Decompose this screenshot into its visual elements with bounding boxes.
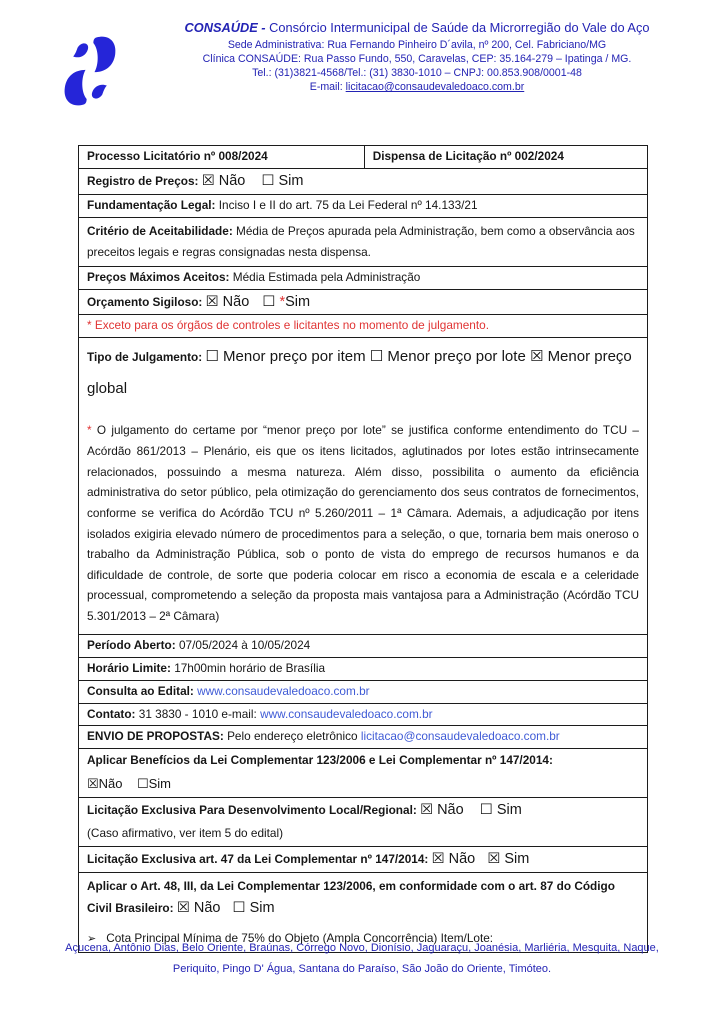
org-phones: Tel.: (31)3821-4568/Tel.: (31) 3830-1010 – CNPJ: 00.853.908/0001-48 xyxy=(252,67,582,80)
org-name: CONSAÚDE - xyxy=(184,20,266,35)
cities-line-1: Açucena, Antônio Dias, Belo Oriente, Braúnas, Córrego Novo, Dionísio, Jaguaraçu, Joanésia, Marliéria, Mesquita, Naque, xyxy=(65,942,659,954)
envio-label: ENVIO DE PROPOSTAS: xyxy=(87,729,224,744)
sim-label: Sim xyxy=(285,293,311,310)
sim-asterisk: * xyxy=(279,293,286,310)
contato-label: Contato: xyxy=(87,706,136,721)
org-address-2: Clínica CONSAÚDE: Rua Passo Fundo, 550, Caravelas, CEP: 35.164-279 – Ipatinga / MG. xyxy=(202,53,632,66)
sigilo-exception-note: * Exceto para os órgãos de controles e licitantes no momento de julgamento. xyxy=(79,315,647,338)
procurement-table xyxy=(78,145,648,953)
letterhead-text xyxy=(122,18,712,110)
registro-precos-checkboxes: ☒ Não ☐ Sim xyxy=(201,172,304,189)
periodo-label: Período Aberto: xyxy=(87,637,176,652)
field-beneficios-lc123 xyxy=(79,749,647,797)
precos-maximos-label: Preços Máximos Aceitos: xyxy=(87,269,230,284)
cota-principal-text: Cota Principal Mínima de 75% do Objeto (Ampla Concorrência) Item/Lote: xyxy=(106,930,494,945)
field-licitacao-exclusiva-local xyxy=(79,798,647,848)
periodo-value: 07/05/2024 à 10/05/2024 xyxy=(178,637,311,652)
field-horario-limite xyxy=(79,658,647,681)
field-orcamento-sigiloso xyxy=(79,290,647,316)
field-licitacao-exclusiva-art47 xyxy=(79,847,647,873)
art48-label: Aplicar o Art. 48, III, da Lei Complementar 123/2006, em conformidade com o art. 87 do Código Civil Brasileiro: xyxy=(87,878,615,915)
consulta-edital-link[interactable]: www.consaudevaledoaco.com.br xyxy=(197,683,370,698)
art47-label: Licitação Exclusiva art. 47 da Lei Complementar nº 147/2014: xyxy=(87,852,429,867)
cities-line-2: Periquito, Pingo D' Água, Santana do Paraíso, São João do Oriente, Timóteo. xyxy=(172,963,552,976)
art47-checkboxes: ☒ Não ☒ Sim xyxy=(431,851,530,868)
org-title xyxy=(122,20,712,35)
field-envio-propostas xyxy=(79,726,647,749)
org-title-rest: Consórcio Intermunicipal de Saúde da Microrregião do Vale do Aço xyxy=(265,20,650,35)
consulta-label: Consulta ao Edital: xyxy=(87,683,194,698)
art48-checkboxes: ☒ Não ☐ Sim xyxy=(176,899,275,916)
field-periodo-aberto xyxy=(79,635,647,658)
field-consulta-edital xyxy=(79,681,647,704)
beneficios-label: Aplicar Benefícios da Lei Complementar 123/2006 e Lei Complementar nº 147/2014: xyxy=(87,753,553,768)
org-email-link[interactable]: licitacao@consaudevaledoaco.com.br xyxy=(345,81,525,94)
registro-precos-label: Registro de Preços: xyxy=(87,173,199,188)
envio-email-link[interactable]: licitacao@consaudevaledoaco.com.br xyxy=(360,729,560,744)
beneficios-checkboxes: ☒Não ☐Sim xyxy=(87,776,171,792)
orcamento-checkbox-sim xyxy=(262,294,310,310)
fundamentacao-value: Inciso I e II do art. 75 da Lei Federal nº 14.133/21 xyxy=(218,197,478,212)
justificativa-text: O julgamento do certame por “menor preço por lote” se justifica conforme entendimento do TCU – Acórdão 861/2013 – Plenário, eis que os itens licitados, aglutinados por lotes estão intrinsecamente relacionados, possuindo a mesma natureza. Além disso, possibilita o aumento da eficiência administrativa do setor público, pela otimização do gerenciamento dos seus contratos de fornecimentos, conforme se verifica do Acórdão TCU nº 5.260/2011 – 1ª Câmara. Ademais, a adjudicação por itens isolados exigiria elevado número de procedimentos para a seleção, o que, tornaria bem mais oneroso o trabalho da Administração Pública, sob o ponto de vista do emprego de recursos humanos e da dificuldade de controle, de sorte que poderia colocar em risco a economia de escala e a celeridade processual, comprometendo a seleção da proposta mais vantajosa para a Administração (Acórdão TCU 5.301/2013 – 2ª Câmara) xyxy=(87,423,639,624)
precos-maximos-value: Média Estimada pela Administração xyxy=(232,269,421,284)
exclusiva-local-label: Licitação Exclusiva Para Desenvolvimento Local/Regional: xyxy=(87,802,417,817)
field-fundamentacao-legal xyxy=(79,195,647,218)
justificativa-asterisk: * xyxy=(87,423,92,438)
dispensa-number: Dispensa de Licitação nº 002/2024 xyxy=(372,149,564,163)
contato-site-link[interactable]: www.consaudevaledoaco.com.br xyxy=(260,706,433,721)
org-email-line xyxy=(122,80,712,94)
tipo-julgamento-checkboxes: ☐ Menor preço por item ☐ Menor preço por lote ☒ Menor preço global xyxy=(87,348,632,397)
tipo-julgamento-line xyxy=(87,341,639,404)
field-tipo-julgamento xyxy=(79,338,647,634)
field-criterio-aceitabilidade xyxy=(79,218,647,267)
fundamentacao-label: Fundamentação Legal: xyxy=(87,197,216,212)
envio-value: Pelo endereço eletrônico xyxy=(227,729,361,744)
member-cities-footer xyxy=(0,938,724,981)
org-address-1: Sede Administrativa: Rua Fernando Pinheiro D´avila, nº 200, Cel. Fabriciano/MG xyxy=(227,39,607,51)
letterhead xyxy=(58,18,712,110)
criterio-value: Média de Preços apurada pela Administração, bem como a observância aos preceitos legais e regras consignadas nesta dispensa. xyxy=(87,223,635,259)
tipo-julgamento-label: Tipo de Julgamento: xyxy=(87,350,203,365)
arrow-bullet-icon: ➢ xyxy=(87,932,97,945)
field-precos-maximos xyxy=(79,267,647,290)
exclusiva-local-note: (Caso afirmativo, ver item 5 do edital) xyxy=(87,826,284,841)
field-contato xyxy=(79,704,647,727)
orcamento-checkbox-nao: ☒ Não xyxy=(205,293,250,310)
sim-checkbox-glyph: ☐ xyxy=(262,293,280,310)
criterio-label: Critério de Aceitabilidade: xyxy=(87,223,233,238)
justificativa-paragraph xyxy=(87,420,639,626)
field-registro-precos xyxy=(79,169,647,195)
email-label: E-mail: xyxy=(309,81,346,94)
orcamento-label: Orçamento Sigiloso: xyxy=(87,294,203,309)
processo-number: Processo Licitatório nº 008/2024 xyxy=(79,146,365,168)
exclusiva-local-checkboxes: ☒ Não ☐ Sim xyxy=(420,801,522,818)
contato-value: 31 3830 - 1010 e-mail: xyxy=(138,706,261,721)
consaude-logo-icon xyxy=(58,18,122,110)
horario-value: 17h00min horário de Brasília xyxy=(174,660,326,675)
row-processo-dispensa xyxy=(79,146,647,169)
horario-label: Horário Limite: xyxy=(87,660,171,675)
